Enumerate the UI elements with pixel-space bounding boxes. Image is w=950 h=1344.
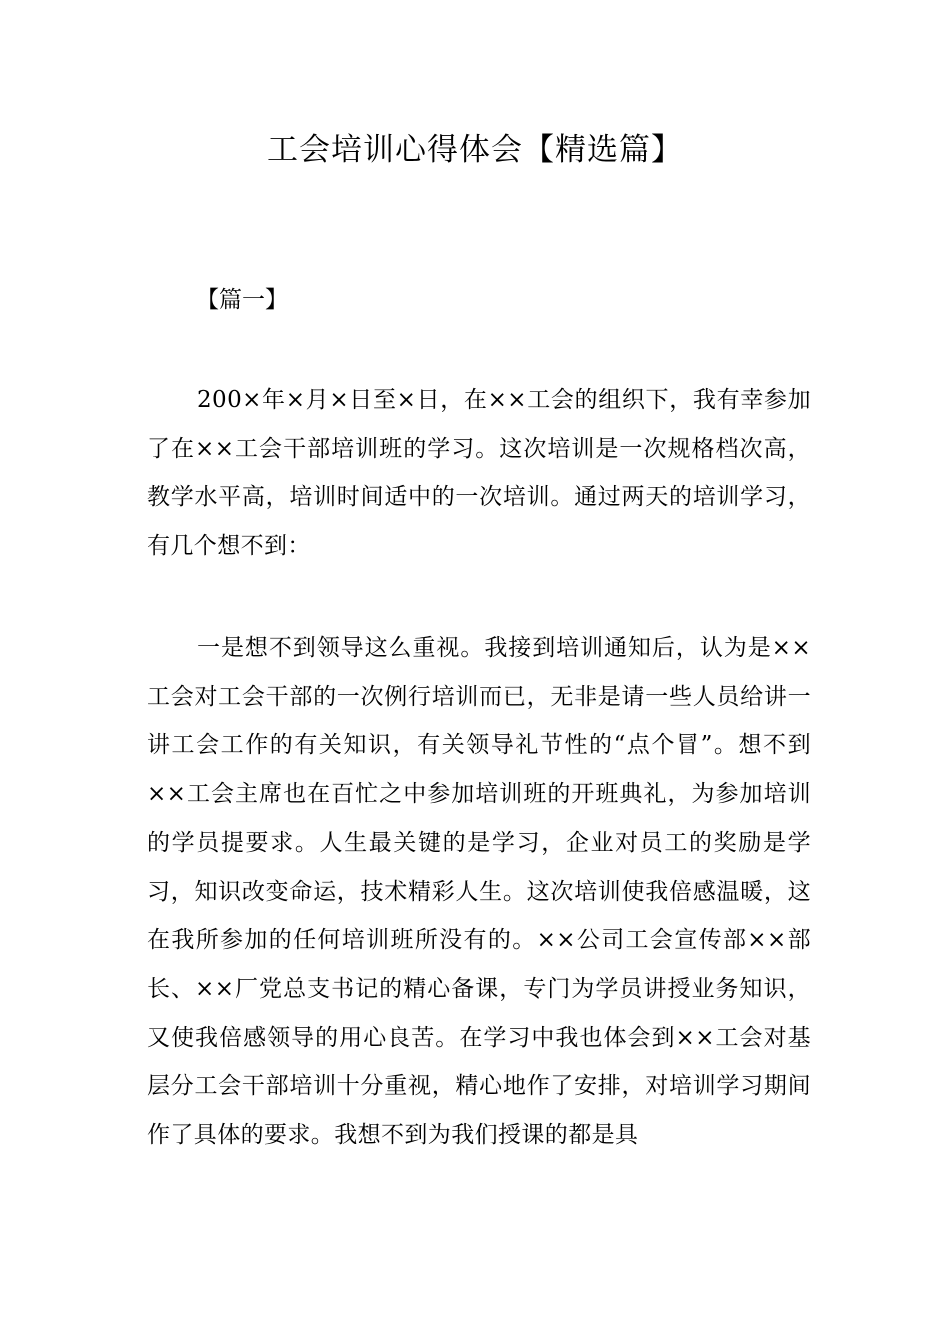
section-heading: 【篇一】 [196, 287, 288, 313]
body-paragraph: 200×年×月×日至×日，在××工会的组织下，我有幸参加了在××工会干部培训班的学习。这次培训是一次规格档次高，教学水平高，培训时间适中的一次培训。通过两天的培训学习，有几个想不到： [147, 387, 811, 560]
document-title: 工会培训心得体会【精选篇】 [267, 132, 683, 168]
body-paragraph: 一是想不到领导这么重视。我接到培训通知后，认为是××工会对工会干部的一次例行培训而已，无非是请一些人员给讲一讲工会工作的有关知识，有关领导礼节性的“点个冒”。想不到××工会主席也在百忙之中参加培训班的开班典礼，为参加培训的学员提要求。人生最关键的是学习，企业对员工的奖励是学习，知识改变命运，技术精彩人生。这次培训使我倍感温暖，这在我所参加的任何培训班所没有的。××公司工会宣传部××部长、××厂党总支书记的精心备课，专门为学员讲授业务知识，又使我倍感领导的用心良苦。在学习中我也体会到××工会对基层分工会干部培训十分重视，精心地作了安排，对培训学习期间作了具体的要求。我想不到为我们授课的都是具 [147, 635, 811, 1149]
